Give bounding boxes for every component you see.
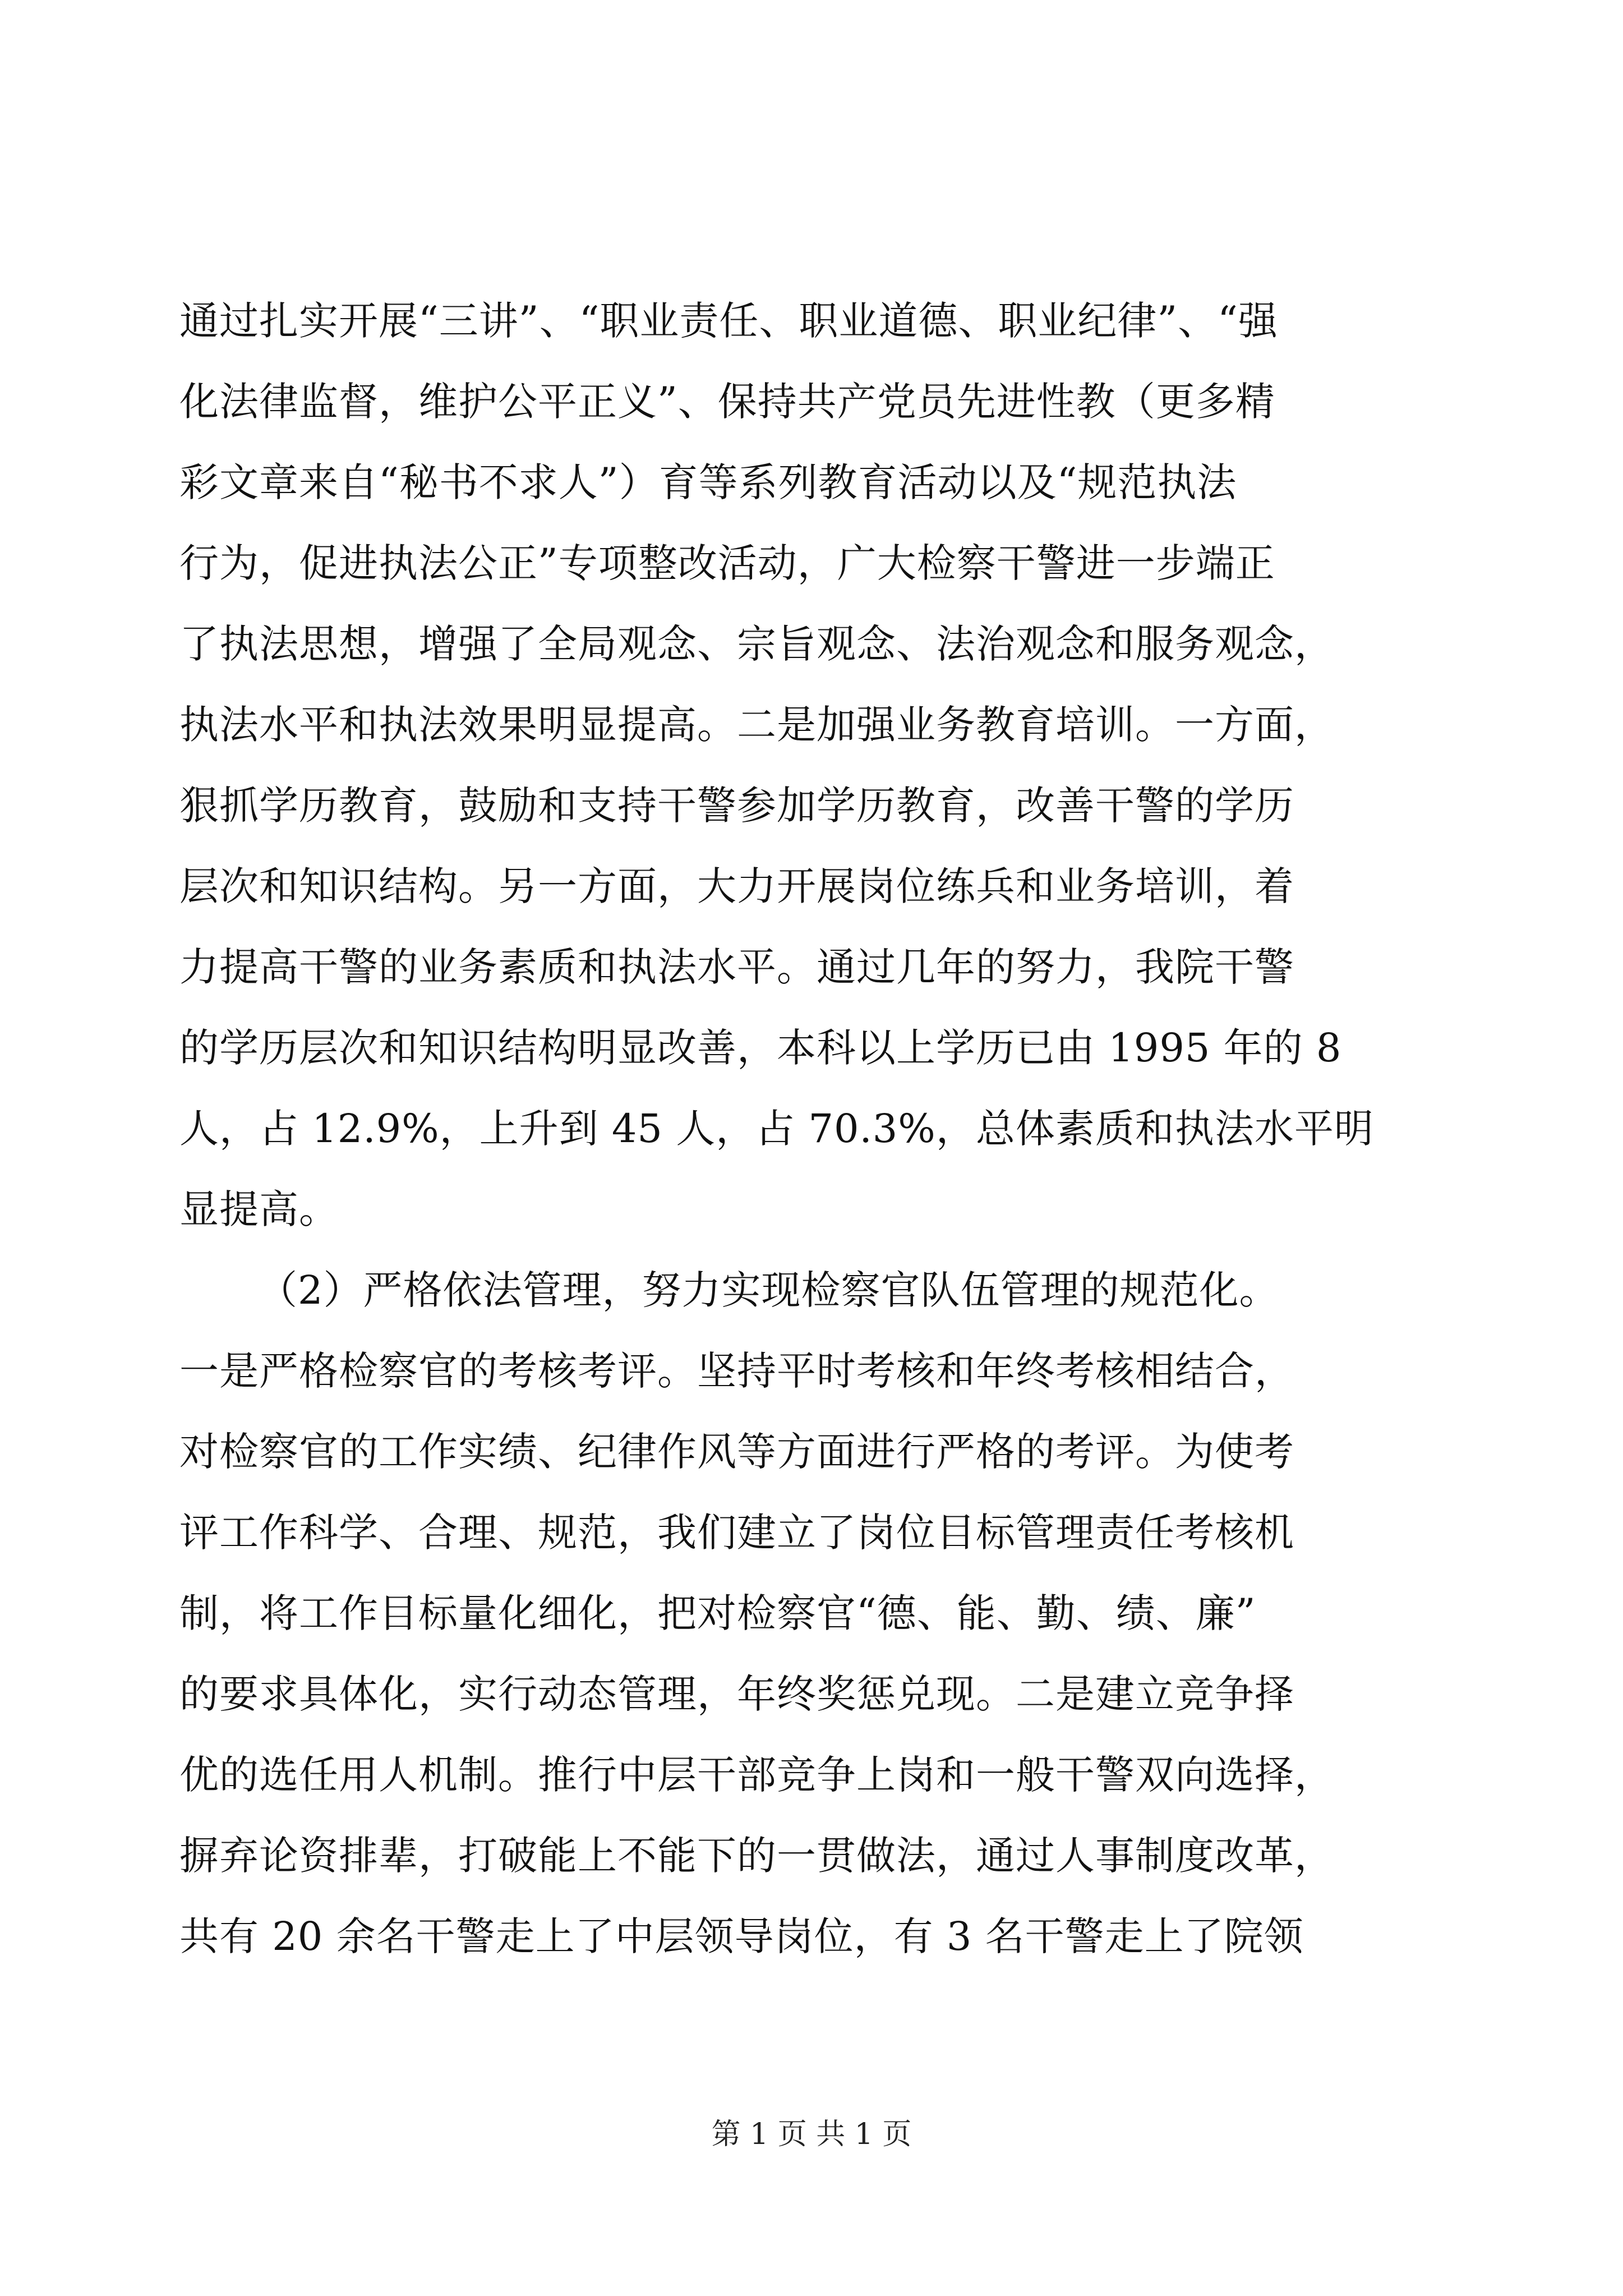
text-line: 狠抓学历教育，鼓励和支持干警参加学历教育，改善干警的学历 bbox=[179, 783, 1294, 829]
document-body bbox=[179, 280, 1458, 1977]
text-line: 的学历层次和知识结构明显改善，本科以上学历已由 1995 年的 8 bbox=[179, 1025, 1342, 1071]
page-number-footer: 第 1 页 共 1 页 bbox=[711, 2118, 912, 2151]
text-line: 优的选任用人机制。推行中层干部竞争上岗和一般干警双向选择， bbox=[179, 1752, 1334, 1798]
text-line: 通过扎实开展“三讲”、“职业责任、职业道德、职业纪律”、“强 bbox=[179, 298, 1278, 344]
text-line: 对检察官的工作实绩、纪律作风等方面进行严格的考评。为使考 bbox=[179, 1429, 1294, 1475]
text-line: 化法律监督，维护公平正义”、保持共产党员先进性教（更多精 bbox=[179, 379, 1275, 425]
text-line: 行为，促进执法公正”专项整改活动，广大检察干警进一步端正 bbox=[179, 540, 1275, 586]
text-line: 显提高。 bbox=[179, 1186, 339, 1232]
text-line: 彩文章来自“秘书不求人”）育等系列教育活动以及“规范执法 bbox=[179, 459, 1237, 505]
text-line: 人，占 12.9%，上升到 45 人，占 70.3%，总体素质和执法水平明 bbox=[179, 1106, 1374, 1152]
paragraph-heading-line: （2）严格依法管理，努力实现检察官队伍管理的规范化。 bbox=[258, 1267, 1279, 1313]
text-line: 摒弃论资排辈，打破能上不能下的一贯做法，通过人事制度改革， bbox=[179, 1833, 1334, 1879]
text-line: 执法水平和执法效果明显提高。二是加强业务教育培训。一方面， bbox=[179, 702, 1334, 748]
text-line: 共有 20 余名干警走上了中层领导岗位，有 3 名干警走上了院领 bbox=[179, 1913, 1304, 1959]
text-line: 制，将工作目标量化细化，把对检察官“德、能、勤、绩、廉” bbox=[179, 1590, 1256, 1636]
text-line: 层次和知识结构。另一方面，大力开展岗位练兵和业务培训，着 bbox=[179, 863, 1294, 909]
text-line: 了执法思想，增强了全局观念、宗旨观念、法治观念和服务观念， bbox=[179, 621, 1334, 667]
text-line: 一是严格检察官的考核考评。坚持平时考核和年终考核相结合， bbox=[179, 1348, 1294, 1394]
text-line: 的要求具体化，实行动态管理，年终奖惩兑现。二是建立竞争择 bbox=[179, 1671, 1294, 1717]
text-line: 力提高干警的业务素质和执法水平。通过几年的努力，我院干警 bbox=[179, 944, 1294, 990]
text-line: 评工作科学、合理、规范，我们建立了岗位目标管理责任考核机 bbox=[179, 1510, 1294, 1556]
